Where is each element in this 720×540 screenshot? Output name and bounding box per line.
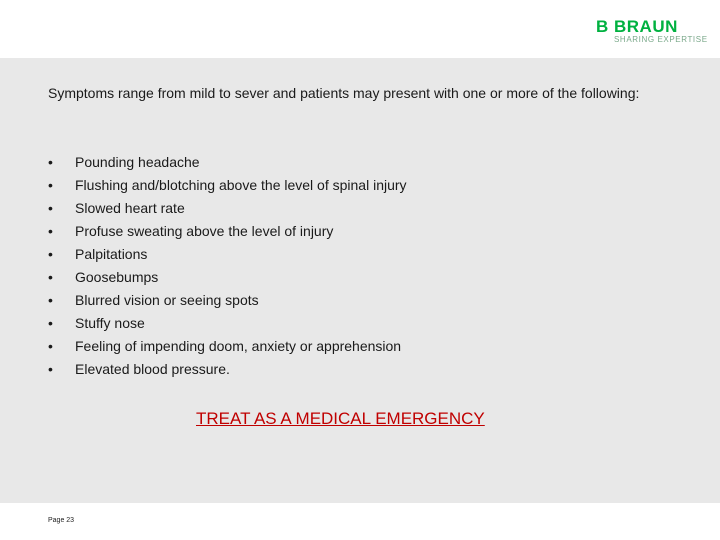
bullet-icon: • [48, 338, 53, 354]
list-item [48, 358, 407, 381]
list-item-text: Palpitations [75, 246, 148, 262]
list-item-text: Feeling of impending doom, anxiety or apprehension [75, 338, 402, 354]
bullet-icon: • [48, 246, 53, 262]
emergency-heading: TREAT AS A MEDICAL EMERGENCY [196, 409, 485, 428]
list-item [48, 312, 407, 335]
bullet-icon: • [48, 177, 53, 193]
bbraun-logo [596, 17, 708, 48]
logo-tagline: SHARING EXPERTISE [614, 35, 708, 44]
page-number: Page 23 [48, 517, 75, 524]
list-item [48, 220, 407, 243]
list-item [48, 174, 407, 197]
list-item-text: Slowed heart rate [75, 200, 185, 216]
list-item [48, 266, 407, 289]
list-item-text: Flushing and/blotching above the level of spinal injury [75, 177, 407, 193]
list-item-text: Blurred vision or seeing spots [75, 292, 259, 308]
symptom-list [48, 151, 407, 381]
list-item [48, 243, 407, 266]
list-item [48, 289, 407, 312]
bullet-icon: • [48, 223, 53, 239]
bullet-icon: • [48, 269, 53, 285]
bullet-icon: • [48, 154, 53, 170]
bullet-icon: • [48, 315, 53, 331]
list-item-text: Pounding headache [75, 154, 200, 170]
intro-text: Symptoms range from mild to sever and patients may present with one or more of the following: [48, 85, 640, 101]
bullet-icon: • [48, 361, 53, 377]
list-item [48, 197, 407, 220]
slide-footer [0, 503, 720, 540]
bullet-icon: • [48, 292, 53, 308]
list-item [48, 151, 407, 174]
list-item-text: Elevated blood pressure. [75, 361, 230, 377]
list-item-text: Profuse sweating above the level of injury [75, 223, 334, 239]
slide-content [0, 58, 720, 503]
list-item [48, 335, 407, 358]
list-item-text: Stuffy nose [75, 315, 145, 331]
logo-wordmark: B BRAUN [596, 17, 678, 36]
bullet-icon: • [48, 200, 53, 216]
slide-header [0, 0, 720, 58]
list-item-text: Goosebumps [75, 269, 159, 285]
